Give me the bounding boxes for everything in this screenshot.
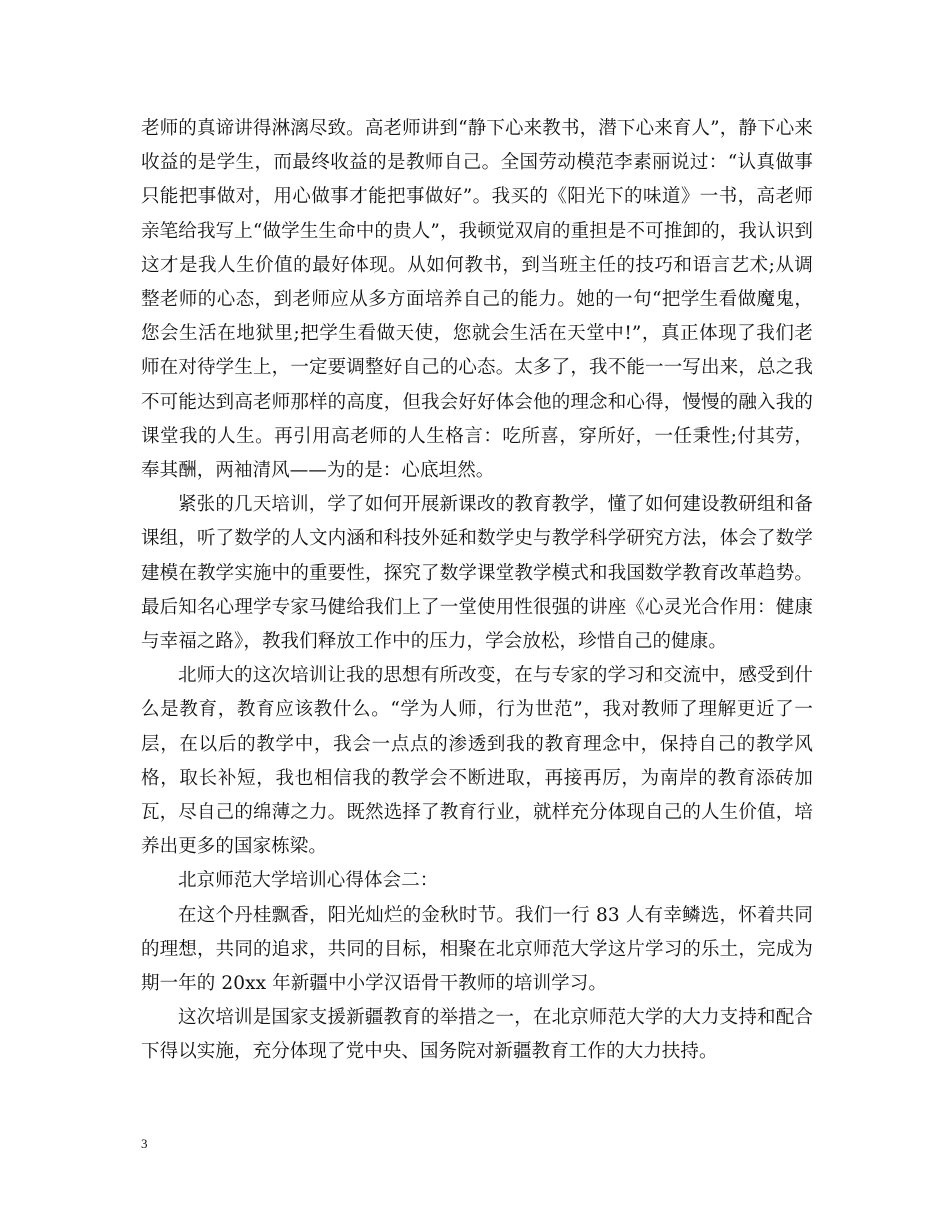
document-body bbox=[141, 112, 813, 1070]
page-number: 3 bbox=[141, 1136, 148, 1151]
paragraph-1: 老师的真谛讲得淋漓尽致。高老师讲到“静下心来教书，潜下心来育人”，静下心来收益的是学生，而最终收益的是教师自己。全国劳动模范李素丽说过：“认真做事只能把事做对，用心做事才能把事做好”。我买的《阳光下的味道》一书，高老师亲笔给我写上“做学生生命中的贵人”，我顿觉双肩的重担是不可推卸的，我认识到这才是我人生价值的最好体现。从如何教书，到当班主任的技巧和语言艺术;从调整老师的心态，到老师应从多方面培养自己的能力。她的一句“把学生看做魔鬼，您会生活在地狱里;把学生看做天使，您就会生活在天堂中!”，真正体现了我们老师在对待学生上，一定要调整好自己的心态。太多了，我不能一一写出来，总之我不可能达到高老师那样的高度，但我会好好体会他的理念和心得，慢慢的融入我的课堂我的人生。再引用高老师的人生格言：吃所喜，穿所好，一任秉性;付其劳，奉其酬，两袖清风——为的是：心底坦然。 bbox=[141, 118, 813, 482]
section-heading: 北京师范大学培训心得体会二： bbox=[178, 870, 439, 892]
paragraph-2: 紧张的几天培训，学了如何开展新课改的教育教学，懂了如何建设教研组和备课组，听了数学的人文内涵和科技外延和数学史与教学科学研究方法，体会了数学建模在教学实施中的重要性，探究了数学课堂教学模式和我国数学教育改革趋势。最后知名心理学专家马健给我们上了一堂使用性很强的讲座《心灵光合作用：健康与幸福之路》，教我们释放工作中的压力，学会放松，珍惜自己的健康。 bbox=[141, 494, 813, 653]
paragraph-3: 北师大的这次培训让我的思想有所改变，在与专家的学习和交流中，感受到什么是教育，教育应该教什么。“学为人师，行为世范”，我对教师了理解更近了一层，在以后的教学中，我会一点点的渗透到我的教育理念中，保持自己的教学风格，取长补短，我也相信我的教学会不断进取，再接再厉，为南岸的教育添砖加瓦，尽自己的绵薄之力。既然选择了教育行业，就样充分体现自己的人生价值，培养出更多的国家栋梁。 bbox=[141, 665, 813, 858]
paragraph-4: 在这个丹桂飘香，阳光灿烂的金秋时节。我们一行 83 人有幸鳞选，怀着共同的理想，共同的追求，共同的目标，相聚在北京师范大学这片学习的乐土，完成为期一年的 20xx 年新疆中小学汉语骨干教师的培训学习。 bbox=[141, 904, 813, 995]
paragraph-5: 这次培训是国家支援新疆教育的举措之一，在北京师范大学的大力支持和配合下得以实施，充分体现了党中央、国务院对新疆教育工作的大力扶持。 bbox=[141, 1007, 813, 1063]
